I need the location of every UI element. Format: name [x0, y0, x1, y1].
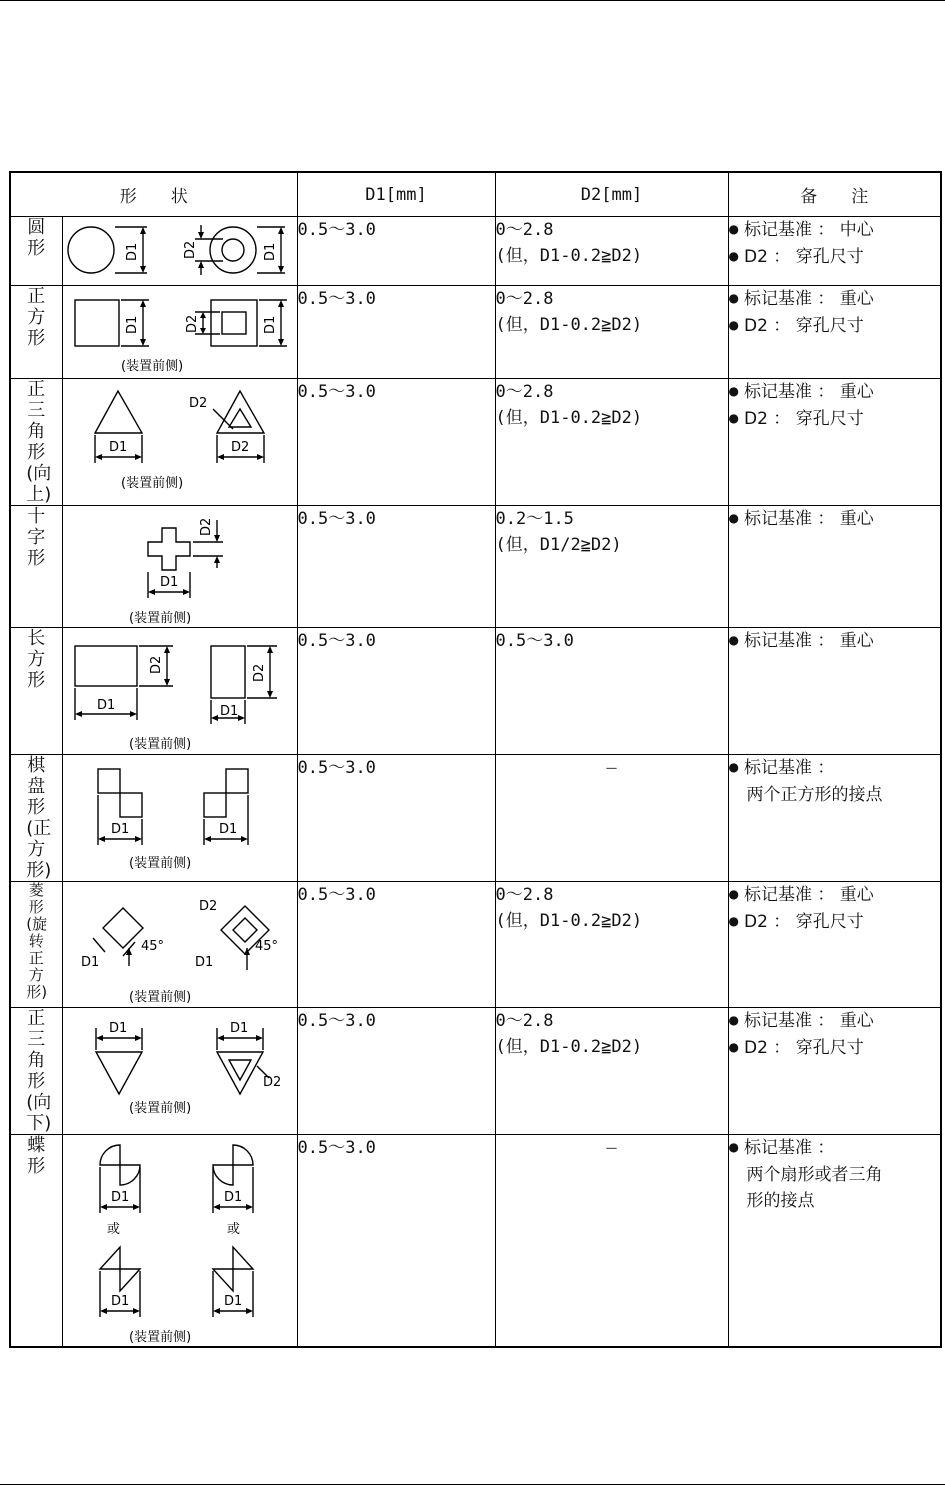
- butterfly-figure: [62, 1135, 297, 1348]
- svg-text:(装置前侧): (装置前侧): [128, 1330, 191, 1345]
- svg-text:D1: D1: [229, 1021, 248, 1036]
- table-row: [10, 755, 941, 882]
- rectangle-figure: [62, 628, 297, 755]
- d1-triangle-up: 0.5～3.0: [297, 379, 495, 506]
- d2-triangle-up: 0～2.8 (但，D1-0.2≧D2): [495, 379, 728, 506]
- row-name-square: 正方形: [10, 286, 62, 379]
- d2-checkerboard: —: [495, 755, 728, 882]
- svg-text:D1: D1: [80, 955, 99, 970]
- svg-text:D1: D1: [223, 1294, 242, 1309]
- d1-circle: 0.5～3.0: [297, 217, 495, 286]
- row-name-diamond: 菱形(旋转正方形): [10, 882, 62, 1008]
- header-d1: D1[mm]: [297, 172, 495, 217]
- svg-text:D1: D1: [124, 315, 140, 334]
- header-note: 备 注: [728, 172, 941, 217]
- d1-rectangle: 0.5～3.0: [297, 628, 495, 755]
- cross-figure: [62, 506, 297, 628]
- svg-text:D1: D1: [218, 822, 237, 837]
- svg-text:(装置前侧): (装置前侧): [128, 990, 191, 1005]
- table-row: [10, 217, 941, 286]
- note-triangle-down: ● 标记基准 ： 重心 ● D2 ： 穿孔尺寸: [728, 1008, 941, 1135]
- svg-text:D2: D2: [251, 663, 267, 682]
- note-circle: ● 标记基准 ： 中心 ● D2 ： 穿孔尺寸: [728, 217, 941, 286]
- d2-rectangle: 0.5～3.0: [495, 628, 728, 755]
- d2-diamond: 0～2.8 (但，D1-0.2≧D2): [495, 882, 728, 1008]
- svg-text:(装置前侧): (装置前侧): [128, 611, 191, 626]
- svg-text:D2: D2: [262, 1075, 281, 1090]
- svg-text:D2: D2: [184, 314, 200, 333]
- row-name-rectangle: 长方形: [10, 628, 62, 755]
- svg-text:或: 或: [226, 1222, 240, 1237]
- svg-text:(装置前侧): (装置前侧): [120, 476, 183, 491]
- svg-text:D1: D1: [223, 1190, 242, 1205]
- triangle-up-figure: [62, 379, 297, 506]
- d1-square: 0.5～3.0: [297, 286, 495, 379]
- note-cross: ● 标记基准 ： 重心: [728, 506, 941, 628]
- table-row: [10, 506, 941, 628]
- svg-text:D2: D2: [230, 440, 249, 455]
- svg-text:45°: 45°: [140, 939, 164, 954]
- table-header-row: [10, 172, 941, 217]
- d1-butterfly: 0.5～3.0: [297, 1135, 495, 1348]
- top-rule: [0, 0, 945, 1]
- svg-text:D1: D1: [110, 1190, 129, 1205]
- or-label: 或: [106, 1222, 120, 1237]
- svg-text:D2: D2: [188, 396, 207, 411]
- note-triangle-up: ● 标记基准 ： 重心 ● D2 ： 穿孔尺寸: [728, 379, 941, 506]
- svg-text:D1: D1: [262, 242, 278, 261]
- d2-triangle-down: 0～2.8 (但，D1-0.2≧D2): [495, 1008, 728, 1135]
- row-name-butterfly: 蝶形: [10, 1135, 62, 1348]
- note-square: ● 标记基准 ： 重心 ● D2 ： 穿孔尺寸: [728, 286, 941, 379]
- d1-triangle-down: 0.5～3.0: [297, 1008, 495, 1135]
- table-row: [10, 882, 941, 1008]
- note-checkerboard: ● 标记基准 ： 两个正方形的接点: [728, 755, 941, 882]
- d2-butterfly: —: [495, 1135, 728, 1348]
- header-d2: D2[mm]: [495, 172, 728, 217]
- row-name-checkerboard: 棋盘形(正方形): [10, 755, 62, 882]
- svg-text:D1: D1: [108, 1021, 127, 1036]
- table-row: [10, 1135, 941, 1348]
- svg-text:D1: D1: [219, 704, 238, 719]
- table-row: [10, 1008, 941, 1135]
- table-row: [10, 628, 941, 755]
- d2-square: 0～2.8 (但，D1-0.2≧D2): [495, 286, 728, 379]
- svg-text:D1: D1: [262, 315, 278, 334]
- d1-diamond: 0.5～3.0: [297, 882, 495, 1008]
- svg-text:D1: D1: [110, 822, 129, 837]
- bottom-rule: [0, 1484, 945, 1485]
- d1-cross: 0.5～3.0: [297, 506, 495, 628]
- row-name-circle: 圆形: [10, 217, 62, 286]
- triangle-down-figure: [62, 1008, 297, 1135]
- row-name-triangle-down: 正三角形(向下): [10, 1008, 62, 1135]
- svg-text:D2: D2: [148, 655, 164, 674]
- svg-text:45°: 45°: [254, 939, 278, 954]
- d1-checkerboard: 0.5～3.0: [297, 755, 495, 882]
- note-rectangle: ● 标记基准 ： 重心: [728, 628, 941, 755]
- front-side-label: (装置前侧): [120, 359, 183, 374]
- table-row: [10, 379, 941, 506]
- d2-circle: 0～2.8 (但，D1-0.2≧D2): [495, 217, 728, 286]
- svg-text:D2: D2: [198, 899, 217, 914]
- diamond-figure: [62, 882, 297, 1008]
- note-butterfly: ● 标记基准 ： 两个扇形或者三角 形的接点: [728, 1135, 941, 1348]
- svg-text:(装置前侧): (装置前侧): [128, 856, 191, 871]
- svg-text:D1: D1: [194, 955, 213, 970]
- svg-text:(装置前侧): (装置前侧): [128, 1101, 191, 1116]
- row-name-cross: 十字形: [10, 506, 62, 628]
- svg-text:D1: D1: [110, 1294, 129, 1309]
- svg-text:D1: D1: [124, 242, 140, 261]
- checkerboard-figure: [62, 755, 297, 882]
- table-row: [10, 286, 941, 379]
- row-name-triangle-up: 正三角形(向上): [10, 379, 62, 506]
- svg-text:D1: D1: [159, 575, 178, 590]
- svg-text:D2: D2: [198, 517, 214, 536]
- square-figure: [62, 286, 297, 379]
- mark-shape-spec-table: [9, 171, 942, 1348]
- svg-text:(装置前侧): (装置前侧): [128, 737, 191, 752]
- svg-text:D1: D1: [108, 440, 127, 455]
- circle-figure: [62, 217, 297, 286]
- svg-text:D2: D2: [182, 240, 198, 259]
- note-diamond: ● 标记基准 ： 重心 ● D2 ： 穿孔尺寸: [728, 882, 941, 1008]
- header-shape: 形 状: [10, 172, 297, 217]
- svg-text:D1: D1: [96, 698, 115, 713]
- d2-cross: 0.2～1.5 (但，D1/2≧D2): [495, 506, 728, 628]
